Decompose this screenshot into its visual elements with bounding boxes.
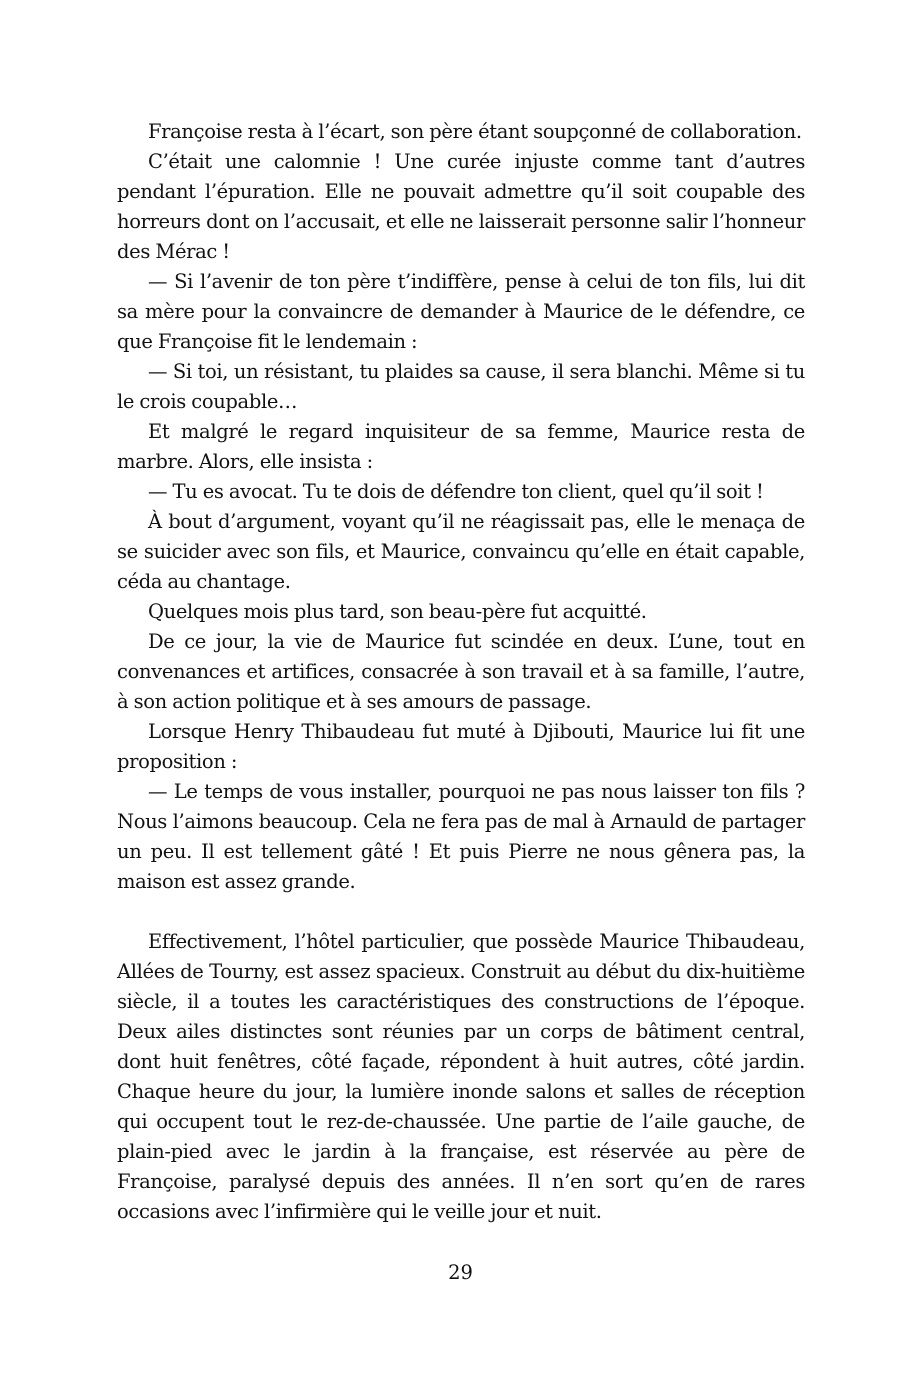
paragraph: Et malgré le regard inquisiteur de sa femme, Maurice resta de marbre. Alors, elle insista : — [117, 420, 805, 473]
paragraph: Effectivement, l’hôtel particulier, que possède Maurice Thibaudeau, Allées de Tourny, est assez spacieux. Construit au début du dix-huitième siècle, il a toutes les caractéristiques des constructions de l’époque. Deux ailes distinctes sont réunies par un corps de bâtiment central, dont huit fenêtres, côté façade, répondent à huit autres, côté jardin. Chaque heure du jour, la lumière inonde salons et salles de réception qui occupent tout le rez-de-chaussée. Une partie de l’aile gauche, de plain-pied avec le jardin à la française, est réservée au père de Françoise, paralysé depuis des années. Il n’en sort qu’en de rares occasions avec l’infirmière qui le veille jour et nuit. — [117, 930, 805, 1223]
paragraph: Lorsque Henry Thibaudeau fut muté à Djibouti, Maurice lui fit une proposition : — [117, 720, 805, 773]
section-break — [117, 897, 805, 927]
paragraph: À bout d’argument, voyant qu’il ne réagissait pas, elle le menaça de se suicider avec son fils, et Maurice, convaincu qu’elle en était capable, céda au chantage. — [117, 510, 805, 593]
book-page-text — [117, 117, 805, 1227]
paragraph: De ce jour, la vie de Maurice fut scindée en deux. L’une, tout en convenances et artifices, consacrée à son travail et à sa famille, l’autre, à son action politique et à ses amours de passage. — [117, 630, 805, 713]
paragraph: — Le temps de vous installer, pourquoi ne pas nous laisser ton fils ? Nous l’aimons beaucoup. Cela ne fera pas de mal à Arnauld de partager un peu. Il est tellement gâté ! Et puis Pierre ne nous gênera pas, la maison est assez grande. — [117, 780, 805, 893]
paragraph: Françoise resta à l’écart, son père étant soupçonné de collaboration. — [148, 120, 802, 143]
paragraph: — Si toi, un résistant, tu plaides sa cause, il sera blanchi. Même si tu le crois coupable… — [117, 360, 805, 413]
paragraph: — Tu es avocat. Tu te dois de défendre ton client, quel qu’il soit ! — [148, 480, 764, 503]
page-number: 29 — [448, 1261, 473, 1284]
paragraph: — Si l’avenir de ton père t’indiffère, pense à celui de ton fils, lui dit sa mère pour la convaincre de demander à Maurice de le défendre, ce que Françoise fit le lendemain : — [117, 270, 805, 353]
paragraph: Quelques mois plus tard, son beau-père fut acquitté. — [148, 600, 647, 623]
paragraph: C’était une calomnie ! Une curée injuste comme tant d’autres pendant l’épuration. Elle ne pouvait admettre qu’il soit coupable des horreurs dont on l’accusait, et elle ne laisserait personne salir l’honneur des Mérac ! — [117, 150, 805, 263]
